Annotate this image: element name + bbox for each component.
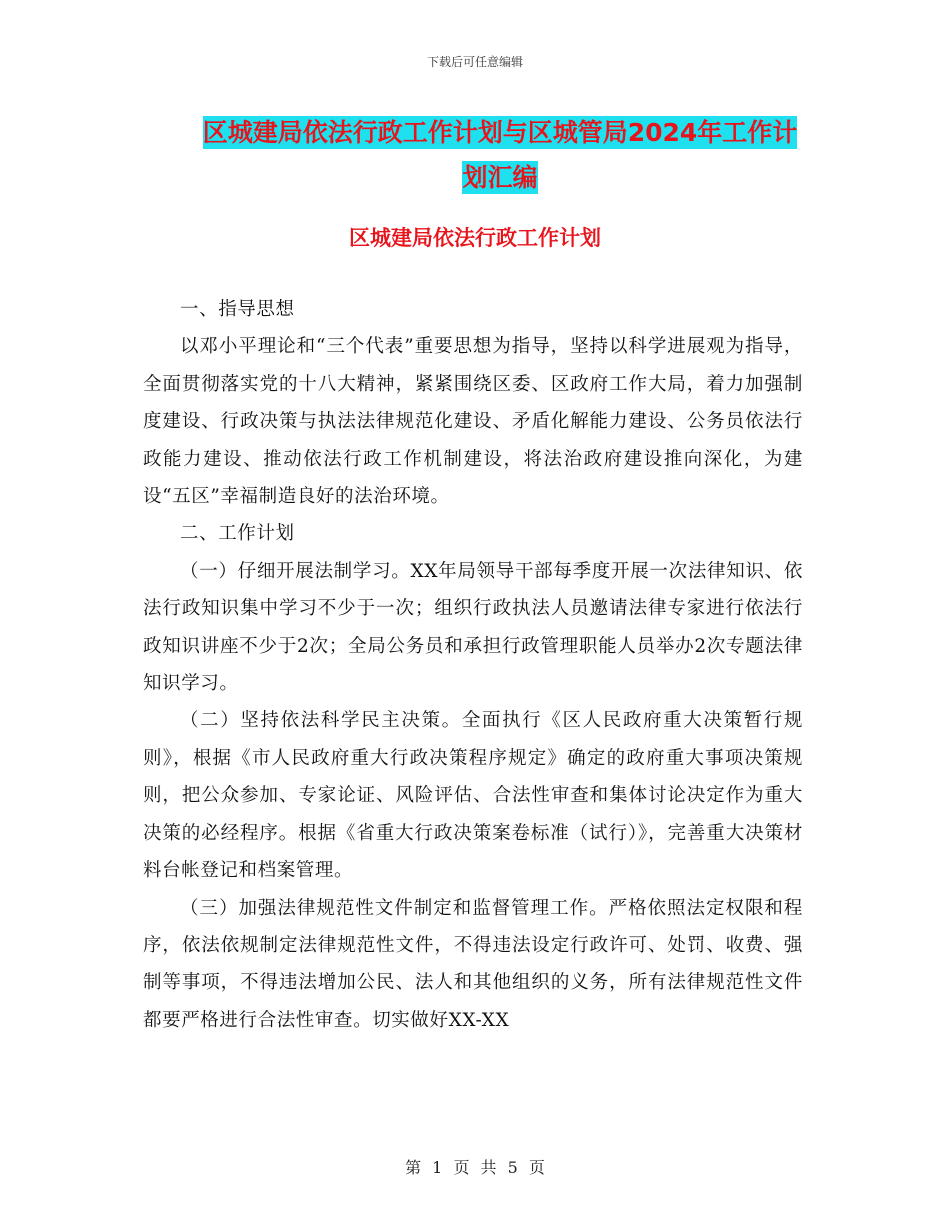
- paragraph-plan-item-3: （三）加强法律规范性文件制定和监督管理工作。严格依照法定权限和程序，依法依规制定法律规范性文件，不得违法设定行政许可、处罚、收费、强制等事项，不得违法增加公民、法人和其他组织的义务，所有法律规范性文件都要严格进行合法性审查。切实做好XX-XX: [143, 897, 803, 1031]
- document-title: [140, 110, 860, 200]
- paragraph-plan-item-1: （一）仔细开展法制学习。XX年局领导干部每季度开展一次法律知识、依法行政知识集中学习不少于一次；组织行政执法人员邀请法律专家进行依法行政知识讲座不少于2次；全局公务员和承担行政管理职能人员举办2次专题法律知识学习。: [143, 560, 803, 695]
- heading-work-plan: 二、工作计划: [180, 523, 295, 545]
- document-title-line-2: 划汇编: [462, 163, 538, 192]
- document-body: [143, 291, 803, 1039]
- header-note: 下载后可任意编辑: [426, 55, 523, 69]
- section-title: 区城建局依法行政工作计划: [349, 226, 601, 250]
- paragraph-plan-item-2: （二）坚持依法科学民主决策。全面执行《区人民政府重大决策暂行规则》，根据《市人民政府重大行政决策程序规定》确定的政府重大事项决策规则，把公众参加、专家论证、风险评估、合法性审查和集体讨论决定作为重大决策的必经程序。根据《省重大行政决策案卷标准（试行）》，完善重大决策材料台帐登记和档案管理。: [143, 710, 803, 882]
- document-title-line-1: 区城建局依法行政工作计划与区城管局2024年工作计: [202, 118, 798, 147]
- page-footer: 第 1 页 共 5 页: [405, 1158, 545, 1177]
- heading-guiding-thought: 一、指导思想: [180, 299, 295, 320]
- paragraph-guiding-thought: 以邓小平理论和“三个代表”重要思想为指导，坚持以科学进展观为指导，全面贯彻落实党的十八大精神，紧紧围绕区委、区政府工作大局，着力加强制度建设、行政决策与执法法律规范化建设、矛盾化解能力建设、公务员依法行政能力建设、推动依法行政工作机制建设，将法治政府建设推向深化，为建设“五区”幸福制造良好的法治环境。: [143, 336, 803, 508]
